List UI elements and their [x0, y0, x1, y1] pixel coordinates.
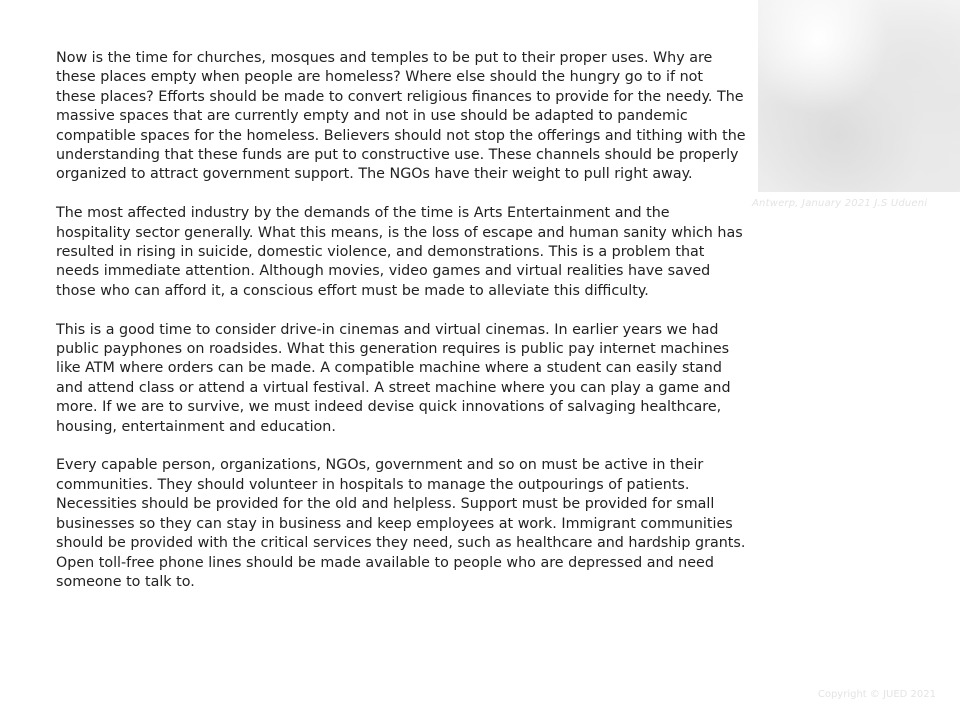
paragraph: This is a good time to consider drive-in cinemas and virtual cinemas. In earlier years we had public payphones on roadsides. What this generation requires is public pay internet machines like ATM where orders can be made. A compatible machine where a student can easily stand and attend class or attend a virtual festival. A street machine where you can play a game and more. If we are to survive, we must indeed devise quick innovations of salvaging healthcare, housing, entertainment and education. — [56, 321, 731, 435]
paragraph: Now is the time for churches, mosques and temples to be put to their proper uses. Why are these places empty when people are homeless? Where else should the hungry go to if not these places? Efforts should be made to convert religious finances to provide for the needy. The massive spaces that are currently empty and not in use should be adapted to pandemic compatible spaces for the homeless. Believers should not stop the offerings and tithing with the understanding that these funds are put to constructive use. These channels should be properly organized to attract government support. The NGOs have their weight to pull right away. — [56, 50, 746, 183]
body-text — [56, 49, 746, 592]
copyright-notice: Copyright © JUED 2021 — [817, 689, 936, 700]
paragraph: Every capable person, organizations, NGOs, government and so on must be active in their communities. They should volunteer in hospitals to manage the outpourings of patients. Necessities should be provided for the old and helpless. Support must be provided for small businesses so they can stay in business and keep employees at work. Immigrant communities should be provided with the critical services they need, such as healthcare and hardship grants. Open toll-free phone lines should be made available to people who are depressed and need someone to talk to. — [56, 457, 746, 590]
photo-caption: Antwerp, January 2021 J.S Udueni — [752, 198, 928, 209]
side-photo — [758, 0, 960, 192]
paragraph: The most affected industry by the demands of the time is Arts Entertainment and the hospitality sector generally. What this means, is the loss of escape and human sanity which has resulted in rising in suicide, domestic violence, and demonstrations. This is a problem that needs immediate attention. Although movies, video games and virtual realities have saved those who can afford it, a conscious effort must be made to alleviate this difficulty. — [56, 205, 743, 299]
